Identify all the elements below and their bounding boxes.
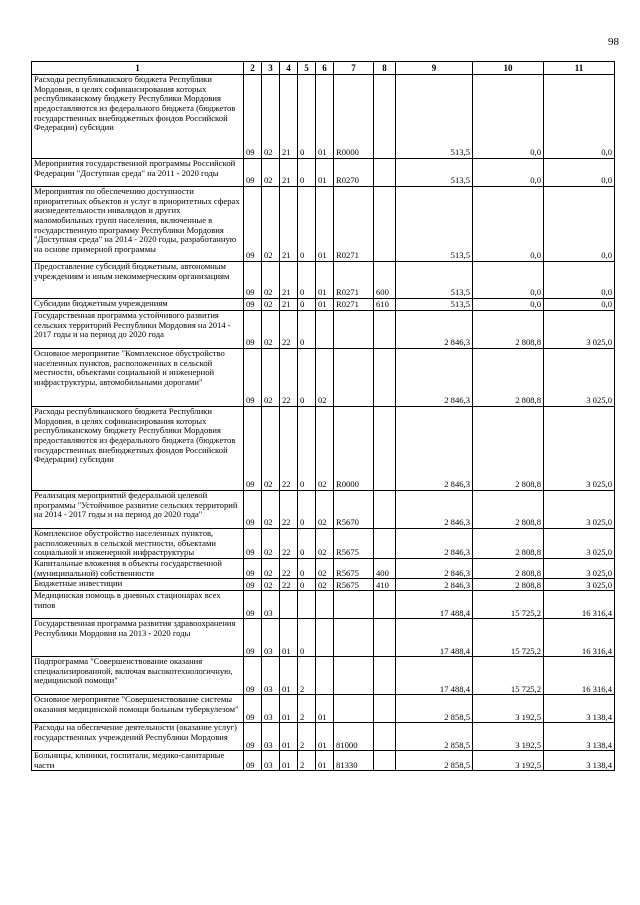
row-code-8-cell xyxy=(374,751,396,771)
row-code-7-cell: R5675 xyxy=(334,529,374,559)
row-code-4-cell: 01 xyxy=(280,695,298,723)
row-code-7-cell: R5675 xyxy=(334,558,374,578)
table-row xyxy=(32,75,615,159)
col-header-7: 7 xyxy=(334,62,374,75)
row-value-9-cell: 513,5 xyxy=(396,75,473,159)
row-value-9-cell: 2 846,3 xyxy=(396,579,473,591)
table-row xyxy=(32,407,615,491)
table-row xyxy=(32,187,615,262)
row-code-2-cell: 09 xyxy=(244,262,262,299)
row-code-5-cell: 2 xyxy=(298,723,316,751)
table-row xyxy=(32,751,615,771)
table-row xyxy=(32,695,615,723)
row-code-2-cell: 09 xyxy=(244,187,262,262)
row-code-8-cell xyxy=(374,491,396,529)
row-value-11-cell: 3 025,0 xyxy=(544,407,615,491)
row-name-cell: Основное мероприятие "Комплексное обустройство населенных пунктов, расположенных в сельской местности, объектами социальной и инженерной инфраструктуры, автомобильными дорогами" xyxy=(32,349,244,407)
row-code-5-cell: 0 xyxy=(298,159,316,187)
row-name-cell: Основное мероприятие "Совершенствование системы оказания медицинской помощи больным туберкулезом" xyxy=(32,695,244,723)
row-code-7-cell xyxy=(334,657,374,695)
row-code-4-cell: 21 xyxy=(280,187,298,262)
table-row xyxy=(32,591,615,619)
row-code-6-cell: 01 xyxy=(316,723,334,751)
row-code-2-cell: 09 xyxy=(244,751,262,771)
row-code-7-cell: 81330 xyxy=(334,751,374,771)
row-code-3-cell: 02 xyxy=(262,187,280,262)
row-name-cell: Мероприятия государственной программы Российской Федерации "Доступная среда" на 2011 - 2020 годы xyxy=(32,159,244,187)
row-code-8-cell xyxy=(374,723,396,751)
row-value-11-cell: 0,0 xyxy=(544,262,615,299)
row-value-9-cell: 513,5 xyxy=(396,299,473,311)
row-name-cell: Реализация мероприятий федеральной целевой программы "Устойчивое развитие сельских территорий на 2014 - 2017 годы и на период до 2020 года" xyxy=(32,491,244,529)
row-code-5-cell: 0 xyxy=(298,75,316,159)
row-code-5-cell xyxy=(298,591,316,619)
row-code-3-cell: 02 xyxy=(262,299,280,311)
row-value-11-cell: 16 316,4 xyxy=(544,657,615,695)
row-value-11-cell: 3 138,4 xyxy=(544,723,615,751)
row-code-2-cell: 09 xyxy=(244,558,262,578)
row-code-5-cell: 0 xyxy=(298,579,316,591)
row-value-9-cell: 17 488,4 xyxy=(396,619,473,657)
row-code-5-cell: 2 xyxy=(298,695,316,723)
table-body xyxy=(32,75,615,771)
row-code-2-cell: 09 xyxy=(244,491,262,529)
row-value-10-cell: 0,0 xyxy=(473,75,544,159)
row-code-5-cell: 0 xyxy=(298,187,316,262)
row-code-8-cell: 610 xyxy=(374,299,396,311)
row-value-11-cell: 16 316,4 xyxy=(544,591,615,619)
row-name-cell: Капитальные вложения в объекты государственной (муниципальной) собственности xyxy=(32,558,244,578)
row-code-7-cell: R0000 xyxy=(334,407,374,491)
row-code-5-cell: 0 xyxy=(298,299,316,311)
row-code-8-cell xyxy=(374,75,396,159)
row-code-7-cell: R5670 xyxy=(334,491,374,529)
row-value-11-cell: 3 025,0 xyxy=(544,311,615,349)
row-code-3-cell: 02 xyxy=(262,491,280,529)
row-code-6-cell: 01 xyxy=(316,751,334,771)
row-name-cell: Комплексное обустройство населенных пунктов, расположенных в сельской местности, объектами социальной и инженерной инфраструктуры xyxy=(32,529,244,559)
row-value-9-cell: 2 846,3 xyxy=(396,558,473,578)
row-value-9-cell: 2 846,3 xyxy=(396,529,473,559)
row-code-5-cell: 0 xyxy=(298,407,316,491)
row-code-6-cell: 01 xyxy=(316,299,334,311)
row-code-2-cell: 09 xyxy=(244,579,262,591)
row-value-9-cell: 2 858,5 xyxy=(396,751,473,771)
row-value-9-cell: 513,5 xyxy=(396,159,473,187)
row-value-10-cell: 2 808,8 xyxy=(473,311,544,349)
row-code-5-cell: 2 xyxy=(298,657,316,695)
col-header-9: 9 xyxy=(396,62,473,75)
row-value-9-cell: 2 858,5 xyxy=(396,723,473,751)
row-code-2-cell: 09 xyxy=(244,657,262,695)
row-code-3-cell: 02 xyxy=(262,262,280,299)
row-code-4-cell: 01 xyxy=(280,751,298,771)
row-value-9-cell: 2 846,3 xyxy=(396,311,473,349)
row-code-4-cell: 22 xyxy=(280,407,298,491)
row-code-7-cell: R0271 xyxy=(334,262,374,299)
row-code-3-cell: 03 xyxy=(262,591,280,619)
row-code-8-cell xyxy=(374,159,396,187)
row-name-cell: Больницы, клиники, госпитали, медико-санитарные части xyxy=(32,751,244,771)
row-code-4-cell: 22 xyxy=(280,349,298,407)
col-header-4: 4 xyxy=(280,62,298,75)
row-value-11-cell: 0,0 xyxy=(544,299,615,311)
row-code-4-cell: 22 xyxy=(280,579,298,591)
row-code-4-cell: 22 xyxy=(280,311,298,349)
table-row xyxy=(32,723,615,751)
row-code-6-cell: 01 xyxy=(316,159,334,187)
row-value-9-cell: 17 488,4 xyxy=(396,657,473,695)
row-code-8-cell xyxy=(374,695,396,723)
row-value-10-cell: 15 725,2 xyxy=(473,619,544,657)
row-code-6-cell: 02 xyxy=(316,491,334,529)
row-code-7-cell xyxy=(334,311,374,349)
page-number: 98 xyxy=(608,36,619,48)
row-name-cell: Подпрограмма "Совершенствование оказания специализированной, включая высокотехнологичную, медицинской помощи" xyxy=(32,657,244,695)
row-value-10-cell: 0,0 xyxy=(473,262,544,299)
row-value-11-cell: 0,0 xyxy=(544,75,615,159)
row-code-6-cell: 02 xyxy=(316,579,334,591)
row-value-9-cell: 513,5 xyxy=(396,262,473,299)
row-value-9-cell: 513,5 xyxy=(396,187,473,262)
row-code-3-cell: 03 xyxy=(262,723,280,751)
col-header-8: 8 xyxy=(374,62,396,75)
row-code-6-cell: 01 xyxy=(316,695,334,723)
row-code-3-cell: 03 xyxy=(262,751,280,771)
row-value-10-cell: 3 192,5 xyxy=(473,723,544,751)
row-code-2-cell: 09 xyxy=(244,311,262,349)
row-code-4-cell: 01 xyxy=(280,619,298,657)
row-code-7-cell: R5675 xyxy=(334,579,374,591)
row-value-10-cell: 0,0 xyxy=(473,187,544,262)
row-code-8-cell xyxy=(374,657,396,695)
row-code-7-cell: R0271 xyxy=(334,187,374,262)
row-value-10-cell: 3 192,5 xyxy=(473,751,544,771)
col-header-3: 3 xyxy=(262,62,280,75)
col-header-10: 10 xyxy=(473,62,544,75)
row-code-2-cell: 09 xyxy=(244,695,262,723)
row-code-2-cell: 09 xyxy=(244,75,262,159)
col-header-5: 5 xyxy=(298,62,316,75)
row-code-3-cell: 02 xyxy=(262,75,280,159)
table-row xyxy=(32,262,615,299)
row-code-7-cell xyxy=(334,591,374,619)
row-name-cell: Предоставление субсидий бюджетным, автономным учреждениям и иным некоммерческим организациям xyxy=(32,262,244,299)
row-code-6-cell: 02 xyxy=(316,529,334,559)
row-code-6-cell xyxy=(316,311,334,349)
row-name-cell: Расходы республиканского бюджета Республики Мордовия, в целях софинансирования которых республиканскому бюджету Республики Мордовия предоставляются из федерального бюджета (бюджетов государственных внебюджетных фондов Российской Федерации) субсидии xyxy=(32,75,244,159)
row-code-3-cell: 02 xyxy=(262,529,280,559)
row-name-cell: Бюджетные инвестиции xyxy=(32,579,244,591)
row-code-2-cell: 09 xyxy=(244,591,262,619)
row-value-9-cell: 2 846,3 xyxy=(396,407,473,491)
row-code-2-cell: 09 xyxy=(244,407,262,491)
row-code-4-cell: 01 xyxy=(280,657,298,695)
row-value-9-cell: 2 846,3 xyxy=(396,349,473,407)
row-code-4-cell: 21 xyxy=(280,75,298,159)
row-code-3-cell: 03 xyxy=(262,619,280,657)
row-code-6-cell: 01 xyxy=(316,187,334,262)
table-row xyxy=(32,159,615,187)
row-value-11-cell: 3 025,0 xyxy=(544,558,615,578)
row-code-3-cell: 02 xyxy=(262,579,280,591)
row-value-11-cell: 0,0 xyxy=(544,159,615,187)
col-header-1: 1 xyxy=(32,62,244,75)
row-code-7-cell: R0000 xyxy=(334,75,374,159)
row-value-11-cell: 3 138,4 xyxy=(544,751,615,771)
col-header-2: 2 xyxy=(244,62,262,75)
row-code-5-cell: 0 xyxy=(298,619,316,657)
row-code-3-cell: 02 xyxy=(262,159,280,187)
row-code-8-cell xyxy=(374,311,396,349)
row-value-11-cell: 3 025,0 xyxy=(544,491,615,529)
row-code-4-cell: 22 xyxy=(280,529,298,559)
row-value-9-cell: 2 846,3 xyxy=(396,491,473,529)
row-value-10-cell: 2 808,8 xyxy=(473,491,544,529)
row-code-8-cell: 600 xyxy=(374,262,396,299)
row-name-cell: Государственная программа развития здравоохранения Республики Мордовия на 2013 - 2020 годы xyxy=(32,619,244,657)
table-row xyxy=(32,619,615,657)
row-value-10-cell: 2 808,8 xyxy=(473,349,544,407)
row-value-9-cell: 2 858,5 xyxy=(396,695,473,723)
table-row xyxy=(32,579,615,591)
table-row xyxy=(32,529,615,559)
row-code-8-cell xyxy=(374,591,396,619)
row-code-8-cell xyxy=(374,187,396,262)
row-code-2-cell: 09 xyxy=(244,529,262,559)
row-code-5-cell: 0 xyxy=(298,529,316,559)
row-code-6-cell: 02 xyxy=(316,407,334,491)
row-value-10-cell: 2 808,8 xyxy=(473,558,544,578)
row-code-2-cell: 09 xyxy=(244,723,262,751)
row-code-7-cell: 81000 xyxy=(334,723,374,751)
row-code-6-cell xyxy=(316,591,334,619)
row-name-cell: Субсидии бюджетным учреждениям xyxy=(32,299,244,311)
row-name-cell: Мероприятия по обеспечению доступности приоритетных объектов и услуг в приоритетных сферах жизнедеятельности инвалидов и других маломобильных групп населения, включенные в государственную программу Республики Мордовия "Доступная среда" на 2014 - 2020 годы, разработанную на основе примерной программы xyxy=(32,187,244,262)
row-code-8-cell: 410 xyxy=(374,579,396,591)
row-code-2-cell: 09 xyxy=(244,349,262,407)
row-code-6-cell: 02 xyxy=(316,349,334,407)
row-code-7-cell: R0270 xyxy=(334,159,374,187)
row-value-10-cell: 0,0 xyxy=(473,159,544,187)
row-value-10-cell: 2 808,8 xyxy=(473,579,544,591)
row-code-2-cell: 09 xyxy=(244,299,262,311)
row-code-4-cell: 21 xyxy=(280,262,298,299)
row-code-3-cell: 02 xyxy=(262,558,280,578)
row-code-7-cell xyxy=(334,349,374,407)
table-row xyxy=(32,311,615,349)
row-code-5-cell: 0 xyxy=(298,491,316,529)
row-value-11-cell: 3 025,0 xyxy=(544,529,615,559)
row-value-9-cell: 17 488,4 xyxy=(396,591,473,619)
table-row xyxy=(32,299,615,311)
row-code-4-cell: 21 xyxy=(280,159,298,187)
row-code-7-cell xyxy=(334,695,374,723)
table-row xyxy=(32,657,615,695)
row-value-10-cell: 15 725,2 xyxy=(473,657,544,695)
table-row xyxy=(32,349,615,407)
col-header-11: 11 xyxy=(544,62,615,75)
table-row xyxy=(32,491,615,529)
table-row xyxy=(32,558,615,578)
row-code-6-cell: 01 xyxy=(316,75,334,159)
row-name-cell: Медицинская помощь в дневных стационарах всех типов xyxy=(32,591,244,619)
row-code-8-cell: 400 xyxy=(374,558,396,578)
row-code-7-cell: R0271 xyxy=(334,299,374,311)
row-value-10-cell: 15 725,2 xyxy=(473,591,544,619)
row-code-3-cell: 03 xyxy=(262,695,280,723)
row-value-11-cell: 3 025,0 xyxy=(544,579,615,591)
row-code-3-cell: 02 xyxy=(262,349,280,407)
row-name-cell: Расходы на обеспечение деятельности (оказание услуг) государственных учреждений Республики Мордовия xyxy=(32,723,244,751)
row-code-4-cell: 22 xyxy=(280,491,298,529)
row-code-5-cell: 0 xyxy=(298,558,316,578)
row-code-3-cell: 02 xyxy=(262,407,280,491)
row-value-11-cell: 16 316,4 xyxy=(544,619,615,657)
row-name-cell: Государственная программа устойчивого развития сельских территорий Республики Мордовия на 2014 - 2017 годы и на период до 2020 года xyxy=(32,311,244,349)
row-value-10-cell: 2 808,8 xyxy=(473,407,544,491)
row-code-6-cell: 01 xyxy=(316,262,334,299)
header-row xyxy=(32,62,615,75)
budget-table xyxy=(31,61,615,771)
row-code-3-cell: 03 xyxy=(262,657,280,695)
row-code-2-cell: 09 xyxy=(244,159,262,187)
row-value-11-cell: 3 138,4 xyxy=(544,695,615,723)
row-value-10-cell: 3 192,5 xyxy=(473,695,544,723)
row-code-5-cell: 0 xyxy=(298,311,316,349)
row-code-2-cell: 09 xyxy=(244,619,262,657)
row-code-6-cell xyxy=(316,619,334,657)
row-code-5-cell: 0 xyxy=(298,349,316,407)
row-code-6-cell: 02 xyxy=(316,558,334,578)
row-value-11-cell: 0,0 xyxy=(544,187,615,262)
row-code-4-cell: 01 xyxy=(280,723,298,751)
row-code-5-cell: 2 xyxy=(298,751,316,771)
row-value-10-cell: 0,0 xyxy=(473,299,544,311)
row-code-4-cell: 22 xyxy=(280,558,298,578)
row-code-8-cell xyxy=(374,619,396,657)
row-code-5-cell: 0 xyxy=(298,262,316,299)
row-code-3-cell: 02 xyxy=(262,311,280,349)
row-name-cell: Расходы республиканского бюджета Республики Мордовия, в целях софинансирования которых республиканскому бюджету Республики Мордовия предоставляются из федерального бюджета (бюджетов государственных внебюджетных фондов Российской Федерации) субсидии xyxy=(32,407,244,491)
row-code-6-cell xyxy=(316,657,334,695)
row-code-8-cell xyxy=(374,529,396,559)
col-header-6: 6 xyxy=(316,62,334,75)
row-code-4-cell xyxy=(280,591,298,619)
row-code-8-cell xyxy=(374,349,396,407)
row-code-7-cell xyxy=(334,619,374,657)
row-code-8-cell xyxy=(374,407,396,491)
row-code-4-cell: 21 xyxy=(280,299,298,311)
row-value-10-cell: 2 808,8 xyxy=(473,529,544,559)
row-value-11-cell: 3 025,0 xyxy=(544,349,615,407)
